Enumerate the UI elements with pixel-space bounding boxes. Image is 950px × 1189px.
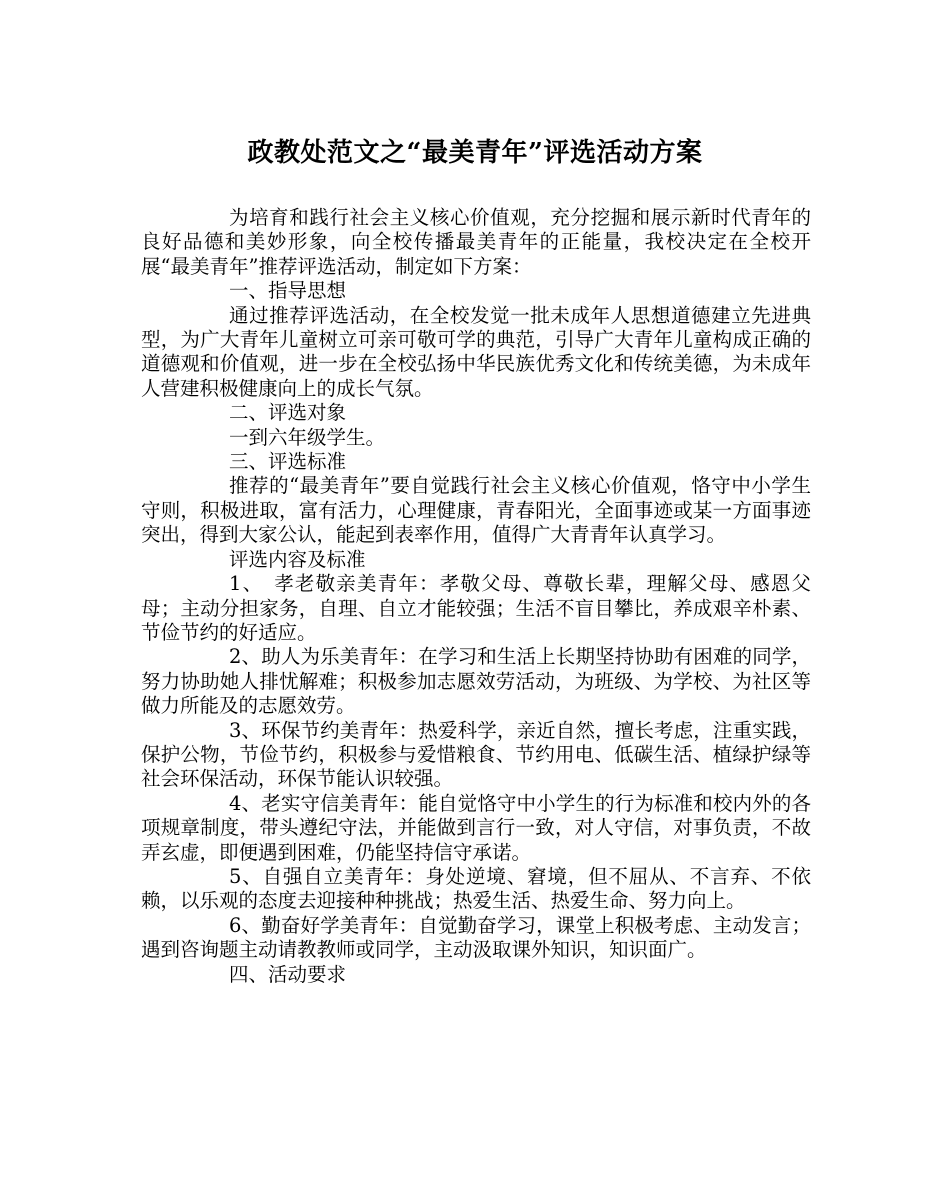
selection-criteria-paragraph: 推荐的“最美青年”要自觉践行社会主义核心价值观，恪守中小学生守则，积极进取，富有活力，心理健康，青春阳光，全面事迹或某一方面事迹突出，得到大家公认，能起到表率作用，值得广大青青年认真学习。 bbox=[141, 474, 811, 547]
subheading-content-and-criteria: 评选内容及标准 bbox=[229, 547, 366, 571]
document-body bbox=[141, 206, 811, 987]
section-heading-activity-requirements: 四、活动要求 bbox=[229, 962, 347, 986]
section-heading-selection-criteria: 三、评选标准 bbox=[229, 450, 347, 474]
guiding-thought-paragraph: 通过推荐评选活动，在全校发觉一批未成年人思想道德建立先进典型，为广大青年儿童树立可亲可敬可学的典范，引导广大青年儿童构成正确的道德观和价值观，进一步在全校弘扬中华民族优秀文化和传统美德，为未成年人营建积极健康向上的成长气氛。 bbox=[141, 303, 811, 400]
document-title: 政教处范文之“最美青年”评选活动方案 bbox=[247, 138, 703, 168]
section-heading-selection-target: 二、评选对象 bbox=[229, 401, 347, 425]
section-heading-guiding-thought: 一、指导思想 bbox=[229, 279, 347, 303]
intro-paragraph: 为培育和践行社会主义核心价值观，充分挖掘和展示新时代青年的良好品德和美妙形象，向全校传播最美青年的正能量，我校决定在全校开展“最美青年”推荐评选活动，制定如下方案： bbox=[141, 206, 811, 278]
criteria-item-6: 6、勤奋好学美青年：自觉勤奋学习，课堂上积极考虑、主动发言；遇到咨询题主动请教教师或同学，主动汲取课外知识，知识面广。 bbox=[141, 913, 811, 962]
selection-target-paragraph: 一到六年级学生。 bbox=[229, 425, 386, 449]
criteria-item-2: 2、助人为乐美青年：在学习和生活上长期坚持协助有困难的同学，努力协助她人排忧解难；积极参加志愿效劳活动，为班级、为学校、为社区等做力所能及的志愿效劳。 bbox=[141, 645, 811, 718]
criteria-item-4: 4、老实守信美青年：能自觉恪守中小学生的行为标准和校内外的各项规章制度，带头遵纪守法，并能做到言行一致，对人守信，对事负责，不故弄玄虚，即便遇到困难，仍能坚持信守承诺。 bbox=[141, 791, 811, 864]
criteria-item-3: 3、环保节约美青年：热爱科学，亲近自然，擅长考虑，注重实践，保护公物，节俭节约，积极参与爱惜粮食、节约用电、低碳生活、植绿护绿等社会环保活动，环保节能认识较强。 bbox=[141, 718, 811, 791]
criteria-item-1: 1、 孝老敬亲美青年：孝敬父母、尊敬长辈，理解父母、感恩父母；主动分担家务，自理、自立才能较强；生活不盲目攀比，养成艰辛朴素、节俭节约的好适应。 bbox=[141, 572, 811, 644]
criteria-item-5: 5、自强自立美青年：身处逆境、窘境，但不屈从、不言弃、不依赖，以乐观的态度去迎接种种挑战；热爱生活、热爱生命、努力向上。 bbox=[141, 864, 811, 913]
